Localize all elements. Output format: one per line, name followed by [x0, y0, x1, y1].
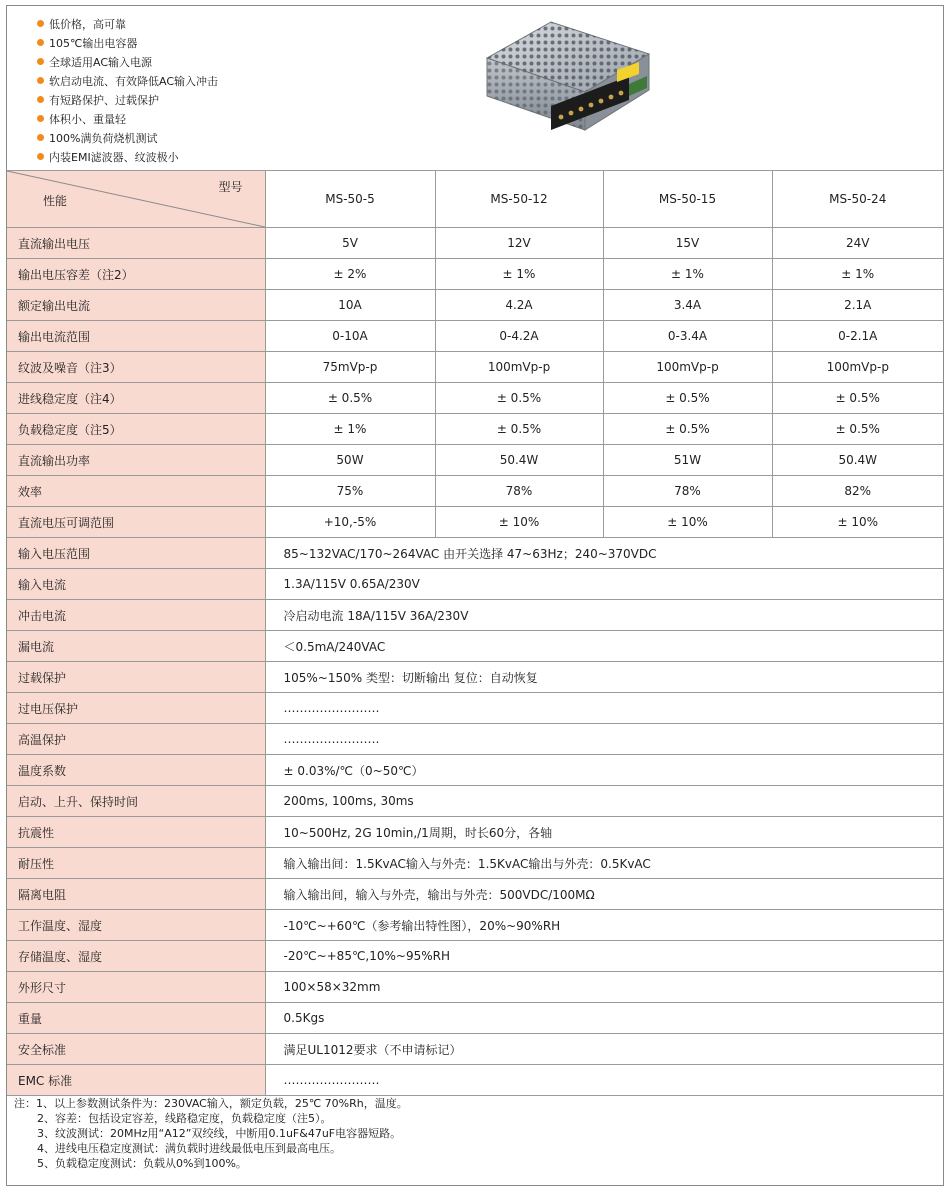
feature-text: 100%满负荷烧机测试	[49, 132, 158, 145]
cell-value: ……………………	[265, 693, 943, 724]
row-label: 纹波及噪音（注3）	[7, 352, 265, 383]
table-row	[7, 879, 943, 910]
row-label: 抗震性	[7, 817, 265, 848]
cell-value: ± 10%	[603, 507, 772, 538]
cell-value: ± 0.5%	[603, 383, 772, 414]
table-row	[7, 910, 943, 941]
cell-value: 5V	[265, 228, 435, 259]
cell-value: ± 0.5%	[435, 383, 603, 414]
row-label: 耐压性	[7, 848, 265, 879]
feature-text: 软启动电流、有效降低AC输入冲击	[49, 75, 219, 88]
cell-value: 82%	[772, 476, 943, 507]
row-label: 漏电流	[7, 631, 265, 662]
spec-table	[7, 170, 943, 1096]
cell-value: ± 10%	[772, 507, 943, 538]
footnote: 5、负载稳定度测试：负载从0%到100%。	[37, 1157, 247, 1170]
cell-value: ± 1%	[265, 414, 435, 445]
cell-value: 满足UL1012要求（不申请标记）	[265, 1034, 943, 1065]
cell-value: ± 0.5%	[603, 414, 772, 445]
cell-value: 冷启动电流 18A/115V 36A/230V	[265, 600, 943, 631]
row-label: 负载稳定度（注5）	[7, 414, 265, 445]
table-row	[7, 352, 943, 383]
feature-text: 有短路保护、过载保护	[49, 94, 159, 107]
table-row	[7, 507, 943, 538]
feature-text: 低价格，高可靠	[49, 18, 126, 31]
cell-value: 51W	[603, 445, 772, 476]
power-supply-photo	[479, 18, 659, 154]
cell-value: ± 0.03%/℃（0~50℃）	[265, 755, 943, 786]
table-row	[7, 228, 943, 259]
footnote: 注：1、以上参数测试条件为：230VAC输入，额定负载，25℃ 70%Rh，温度。	[14, 1097, 408, 1110]
row-label: 重量	[7, 1003, 265, 1034]
bullet-dot-icon	[37, 58, 44, 65]
cell-value: 75%	[265, 476, 435, 507]
bullet-dot-icon	[37, 153, 44, 160]
cell-value: 输入输出间，输入与外壳，输出与外壳：500VDC/100MΩ	[265, 879, 943, 910]
cell-value: +10,-5%	[265, 507, 435, 538]
cell-value: ＜0.5mA/240VAC	[265, 631, 943, 662]
feature-text: 105℃输出电容器	[49, 37, 138, 50]
table-row	[7, 600, 943, 631]
cell-value: 75mVp-p	[265, 352, 435, 383]
cell-value: 0-10A	[265, 321, 435, 352]
table-row	[7, 290, 943, 321]
row-label: 过电压保护	[7, 693, 265, 724]
footnote: 4、进线电压稳定度测试：满负载时进线最低电压到最高电压。	[37, 1142, 341, 1155]
cell-value: 105%~150% 类型：切断输出 复位：自动恢复	[265, 662, 943, 693]
table-row	[7, 724, 943, 755]
cell-value: 78%	[435, 476, 603, 507]
bullet-dot-icon	[37, 115, 44, 122]
table-row	[7, 631, 943, 662]
table-row	[7, 1065, 943, 1096]
bullet-dot-icon	[37, 77, 44, 84]
model-header: MS-50-5	[265, 171, 435, 228]
table-row	[7, 848, 943, 879]
cell-value: ± 0.5%	[772, 414, 943, 445]
cell-value: 50W	[265, 445, 435, 476]
table-row	[7, 321, 943, 352]
bullet-dot-icon	[37, 39, 44, 46]
table-row	[7, 755, 943, 786]
cell-value: 15V	[603, 228, 772, 259]
corner-model-label: 型号	[218, 180, 243, 194]
row-label: 输出电压容差（注2）	[7, 259, 265, 290]
model-header: MS-50-15	[603, 171, 772, 228]
corner-perf-label: 性能	[43, 194, 68, 208]
row-label: 输入电流	[7, 569, 265, 600]
feature-item	[37, 129, 218, 148]
table-row	[7, 817, 943, 848]
cell-value: 4.2A	[435, 290, 603, 321]
feature-item	[37, 91, 218, 110]
cell-value: 12V	[435, 228, 603, 259]
row-label: 直流输出功率	[7, 445, 265, 476]
row-label: 安全标准	[7, 1034, 265, 1065]
cell-value: 100mVp-p	[772, 352, 943, 383]
feature-text: 内装EMI滤波器、纹波极小	[49, 151, 179, 164]
cell-value: 50.4W	[435, 445, 603, 476]
row-label: 外形尺寸	[7, 972, 265, 1003]
feature-item	[37, 15, 218, 34]
table-row	[7, 569, 943, 600]
row-label: 输入电压范围	[7, 538, 265, 569]
model-header: MS-50-12	[435, 171, 603, 228]
cell-value: 24V	[772, 228, 943, 259]
footnote: 2、容差：包括设定容差，线路稳定度，负载稳定度（注5）。	[37, 1112, 332, 1125]
table-row	[7, 1034, 943, 1065]
cell-value: ± 0.5%	[435, 414, 603, 445]
feature-list	[37, 15, 218, 167]
feature-text: 体积小、重量轻	[49, 113, 126, 126]
footnotes	[14, 1096, 408, 1171]
row-label: EMC 标准	[7, 1065, 265, 1096]
features-section	[7, 6, 943, 170]
table-row	[7, 941, 943, 972]
row-label: 冲击电流	[7, 600, 265, 631]
row-label: 额定输出电流	[7, 290, 265, 321]
cell-value: ± 10%	[435, 507, 603, 538]
header-corner-cell	[7, 171, 265, 228]
row-label: 隔离电阻	[7, 879, 265, 910]
table-row	[7, 693, 943, 724]
cell-value: -10℃~+60℃（参考输出特性图），20%~90%RH	[265, 910, 943, 941]
cell-value: -20℃~+85℃,10%~95%RH	[265, 941, 943, 972]
cell-value: ……………………	[265, 724, 943, 755]
row-label: 温度系数	[7, 755, 265, 786]
table-row	[7, 538, 943, 569]
cell-value: ± 0.5%	[772, 383, 943, 414]
feature-item	[37, 34, 218, 53]
table-row	[7, 476, 943, 507]
cell-value: 85~132VAC/170~264VAC 由开关选择 47~63Hz；240~370VDC	[265, 538, 943, 569]
feature-item	[37, 53, 218, 72]
cell-value: 0-3.4A	[603, 321, 772, 352]
table-row	[7, 383, 943, 414]
cell-value: 100mVp-p	[603, 352, 772, 383]
table-row	[7, 259, 943, 290]
row-label: 直流输出电压	[7, 228, 265, 259]
table-header-row	[7, 171, 943, 228]
row-label: 直流电压可调范围	[7, 507, 265, 538]
row-label: 存储温度、湿度	[7, 941, 265, 972]
cell-value: ± 0.5%	[265, 383, 435, 414]
table-row	[7, 1003, 943, 1034]
row-label: 启动、上升、保持时间	[7, 786, 265, 817]
cell-value: 100×58×32mm	[265, 972, 943, 1003]
spec-sheet	[6, 5, 944, 1186]
model-header: MS-50-24	[772, 171, 943, 228]
cell-value: 78%	[603, 476, 772, 507]
row-label: 效率	[7, 476, 265, 507]
table-row	[7, 786, 943, 817]
table-row	[7, 662, 943, 693]
cell-value: 0-2.1A	[772, 321, 943, 352]
row-label: 高温保护	[7, 724, 265, 755]
cell-value: 100mVp-p	[435, 352, 603, 383]
cell-value: 10~500Hz, 2G 10min,/1周期，时长60分，各轴	[265, 817, 943, 848]
feature-item	[37, 148, 218, 167]
cell-value: 0-4.2A	[435, 321, 603, 352]
cell-value: 50.4W	[772, 445, 943, 476]
cell-value: ± 1%	[772, 259, 943, 290]
bullet-dot-icon	[37, 134, 44, 141]
cell-value: ± 2%	[265, 259, 435, 290]
cell-value: 0.5Kgs	[265, 1003, 943, 1034]
cell-value: 1.3A/115V 0.65A/230V	[265, 569, 943, 600]
feature-item	[37, 110, 218, 129]
cell-value: 200ms, 100ms, 30ms	[265, 786, 943, 817]
bullet-dot-icon	[37, 96, 44, 103]
row-label: 工作温度、湿度	[7, 910, 265, 941]
row-label: 进线稳定度（注4）	[7, 383, 265, 414]
footnote: 3、纹波测试：20MHz用“A12”双绞线，中断用0.1uF&47uF电容器短路。	[37, 1127, 402, 1140]
cell-value: 3.4A	[603, 290, 772, 321]
feature-text: 全球适用AC输入电源	[49, 56, 153, 69]
row-label: 输出电流范围	[7, 321, 265, 352]
cell-value: ± 1%	[435, 259, 603, 290]
cell-value: 10A	[265, 290, 435, 321]
bullet-dot-icon	[37, 20, 44, 27]
cell-value: ± 1%	[603, 259, 772, 290]
table-row	[7, 414, 943, 445]
table-row	[7, 445, 943, 476]
feature-item	[37, 72, 218, 91]
cell-value: 2.1A	[772, 290, 943, 321]
cell-value: 输入输出间：1.5KvAC输入与外壳：1.5KvAC输出与外壳：0.5KvAC	[265, 848, 943, 879]
table-row	[7, 972, 943, 1003]
cell-value: ……………………	[265, 1065, 943, 1096]
row-label: 过载保护	[7, 662, 265, 693]
